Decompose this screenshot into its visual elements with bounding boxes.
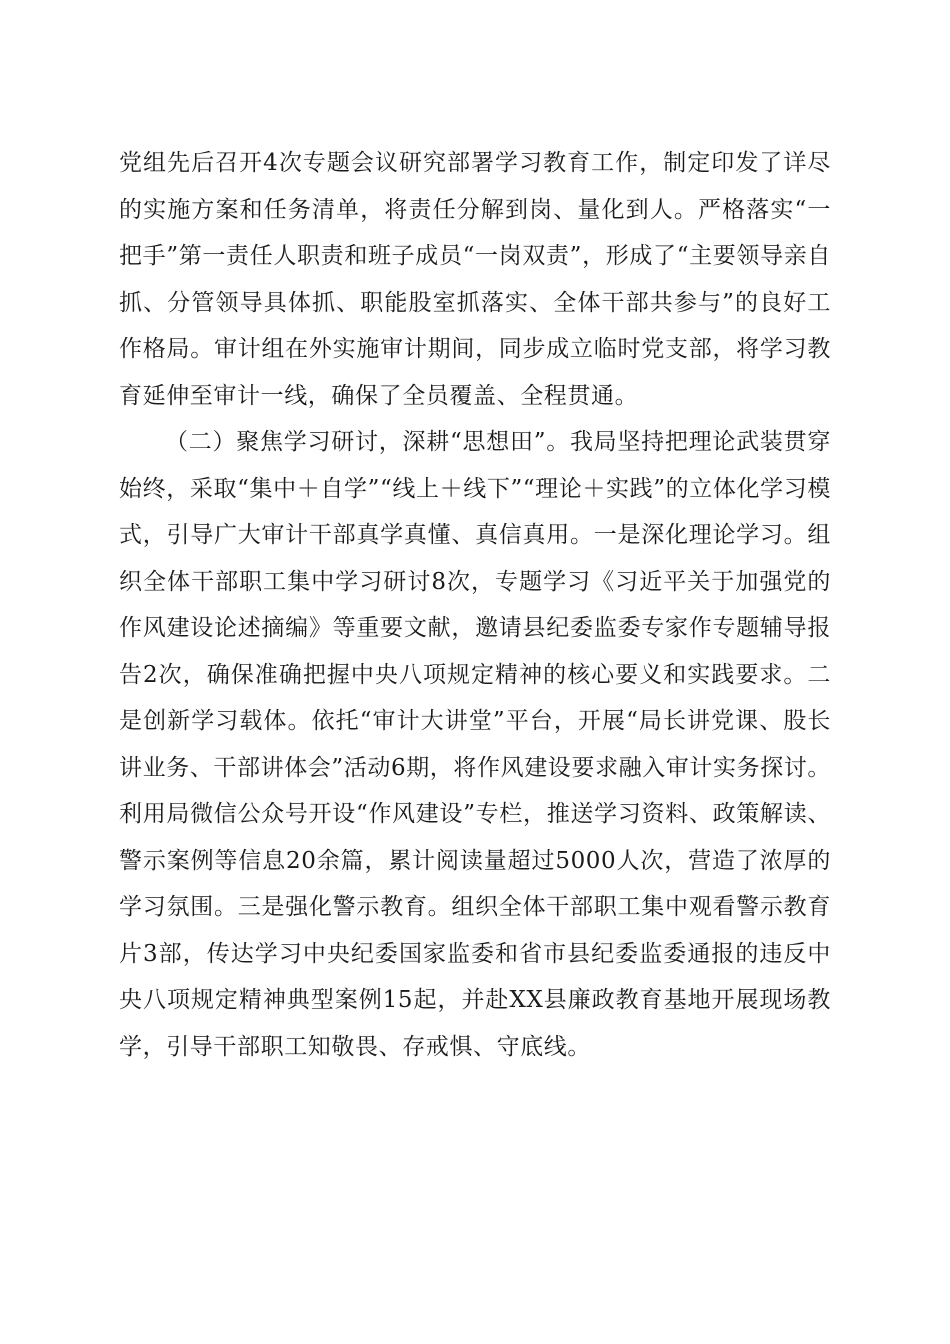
- paragraph-section-two: （二）聚焦学习研讨，深耕“思想田”。我局坚持把理论武装贯穿始终，采取“集中＋自学”“线上＋线下”“理论＋实践”的立体化学习模式，引导广大审计干部真学真懂、真信真用。一是深化理论学习。组织全体干部职工集中学习研讨8次，专题学习《习近平关于加强党的作风建设论述摘编》等重要文献，邀请县纪委监委专家作专题辅导报告2次，确保准确把握中央八项规定精神的核心要义和实践要求。二是创新学习载体。依托“审计大讲堂”平台，开展“局长讲党课、股长讲业务、干部讲体会”活动6期，将作风建设要求融入审计实务探讨。利用局微信公众号开设“作风建设”专栏，推送学习资料、政策解读、警示案例等信息20余篇，累计阅读量超过5000人次，营造了浓厚的学习氛围。三是强化警示教育。组织全体干部职工集中观看警示教育片3部，传达学习中央纪委国家监委和省市县纪委监委通报的违反中央八项规定精神典型案例15起，并赴XX县廉政教育基地开展现场教学，引导干部职工知敬畏、存戒惧、守底线。: [119, 429, 831, 1060]
- paragraph-continuation: 党组先后召开4次专题会议研究部署学习教育工作，制定印发了详尽的实施方案和任务清单，将责任分解到岗、量化到人。严格落实“一把手”第一责任人职责和班子成员“一岗双责”，形成了“主要领导亲自抓、分管领导具体抓、职能股室抓落实、全体干部共参与”的良好工作格局。审计组在外实施审计期间，同步成立临时党支部，将学习教育延伸至审计一线，确保了全员覆盖、全程贯通。: [119, 150, 831, 409]
- document-body: [119, 140, 831, 1070]
